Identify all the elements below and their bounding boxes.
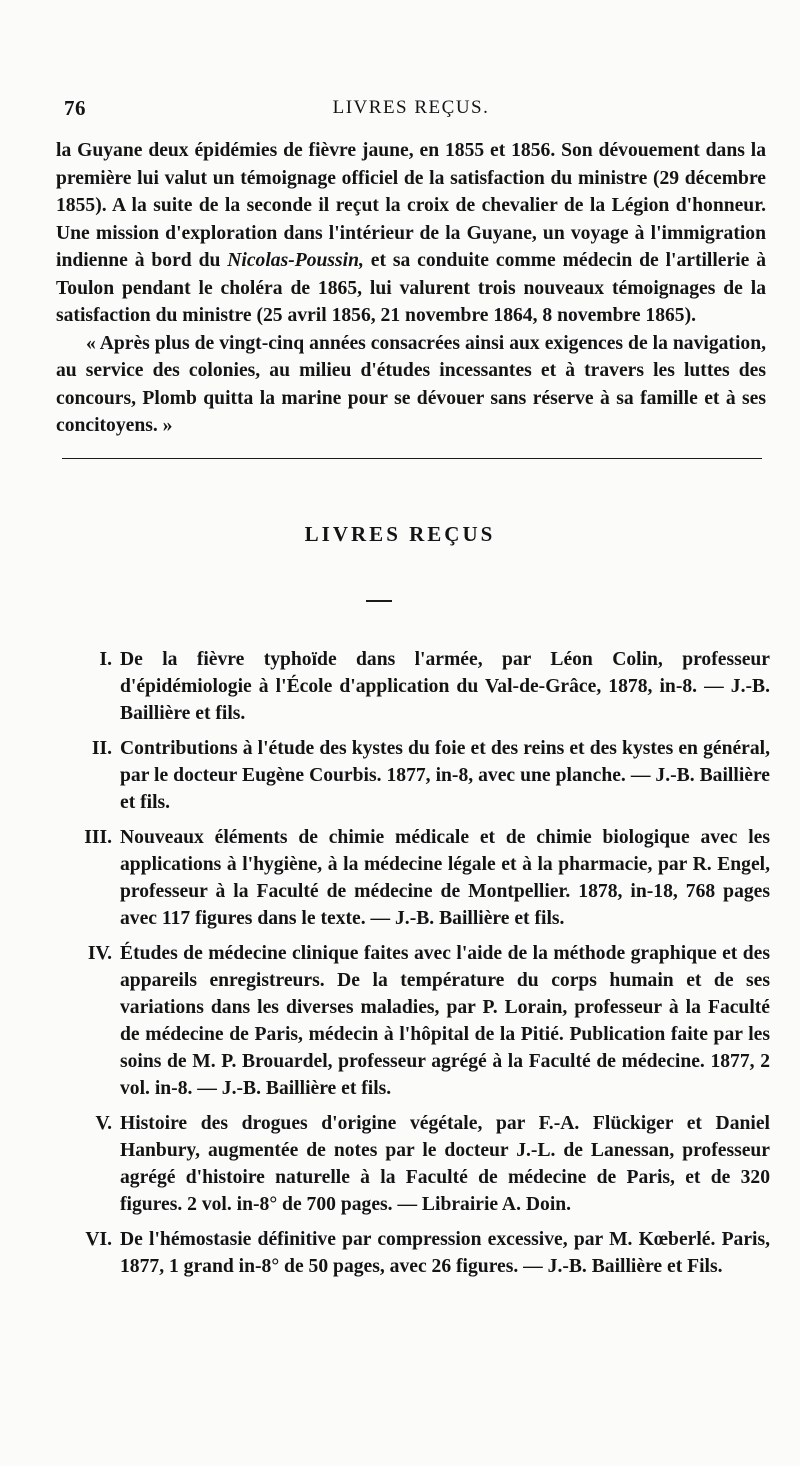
book-number: III.: [84, 827, 112, 848]
ship-name: Nicolas-Poussin,: [227, 250, 364, 271]
book-entry: [56, 1110, 770, 1218]
section-title: LIVRES REÇUS: [304, 522, 496, 546]
obituary-text: [56, 137, 766, 440]
book-text: De l'hémostasie définitive par compression excessive, par M. Kœberlé. Paris, 1877, 1 grand in-8° de 50 pages, avec 26 figures. — J.-B. Baillière et Fils.: [120, 1229, 770, 1277]
book-entry: [56, 646, 770, 727]
paragraph-text: la Guyane deux épidémies de fièvre jaune, en 1855 et 1856. Son dévouement dans la première lui valut un témoignage officiel de la satisfaction du ministre (29 décembre 1855). A la suite de la seconde il reçut la croix de chevalier de la Légion d'honneur. Une mission d'exploration dans l'intérieur de la Guyane, un voyage à l'immigration indienne à bord du: [56, 140, 766, 271]
books-list: [56, 646, 770, 1288]
book-entry: [56, 824, 770, 932]
book-text: Contributions à l'étude des kystes du foie et des reins et des kystes en général, par le docteur Eugène Courbis. 1877, in-8, avec une planche. — J.-B. Baillière et fils.: [120, 738, 770, 813]
running-title: LIVRES REÇUS.: [332, 97, 490, 118]
book-text: De la fièvre typhoïde dans l'armée, par Léon Colin, professeur d'épidémiologie à l'École d'application du Val-de-Grâce, 1878, in-8. — J.-B. Baillière et fils.: [120, 649, 770, 724]
paragraph-text: et sa conduite comme médecin de l'artillerie à Toulon pendant le choléra de 1865, lui valurent trois nouveaux témoignages de la satisfaction du ministre (25 avril 1856, 21 novembre 1864, 8 novembre 1865).: [56, 250, 767, 326]
book-number: II.: [91, 738, 112, 759]
paragraph-quote: « Après plus de vingt-cinq années consacrées ainsi aux exigences de la navigation, au service des colonies, au milieu d'études incessantes et à travers les luttes des concours, Plomb quitta la marine pour se dévouer sans réserve à sa famille et à ses concitoyens. »: [56, 332, 766, 436]
book-entry: [56, 940, 770, 1102]
paragraph-continuation: [56, 137, 766, 330]
book-number: I.: [99, 649, 112, 670]
title-dash: [366, 600, 392, 602]
book-number: VI.: [85, 1229, 112, 1250]
book-number: V.: [95, 1113, 112, 1134]
book-entry: [56, 735, 770, 816]
book-text: Nouveaux éléments de chimie médicale et de chimie biologique avec les applications à l'hygiène, à la médecine légale et à la pharmacie, par R. Engel, professeur à la Faculté de médecine de Montpellier. 1878, in-18, 768 pages avec 117 figures dans le texte. — J.-B. Baillière et fils.: [120, 827, 770, 929]
page-number: 76: [64, 96, 86, 120]
book-text: Histoire des drogues d'origine végétale, par F.-A. Flückiger et Daniel Hanbury, augmentée de notes par le docteur J.-L. de Lanessan, professeur agrégé d'histoire naturelle à la Faculté de médecine de Paris, et de 320 figures. 2 vol. in-8° de 700 pages. — Librairie A. Doin.: [120, 1113, 770, 1215]
section-divider: [62, 458, 762, 459]
book-number: IV.: [87, 943, 112, 964]
running-header: [56, 96, 766, 126]
book-entry: [56, 1226, 770, 1280]
book-text: Études de médecine clinique faites avec l'aide de la méthode graphique et des appareils enregistreurs. De la température du corps humain et de ses variations dans les diverses maladies, par P. Lorain, professeur à la Faculté de médecine de Paris, médecin à l'hôpital de la Pitié. Publication faite par les soins de M. P. Brouardel, professeur agrégé à la Faculté de médecine. 1877, 2 vol. in-8. — J.-B. Baillière et fils.: [120, 943, 770, 1099]
